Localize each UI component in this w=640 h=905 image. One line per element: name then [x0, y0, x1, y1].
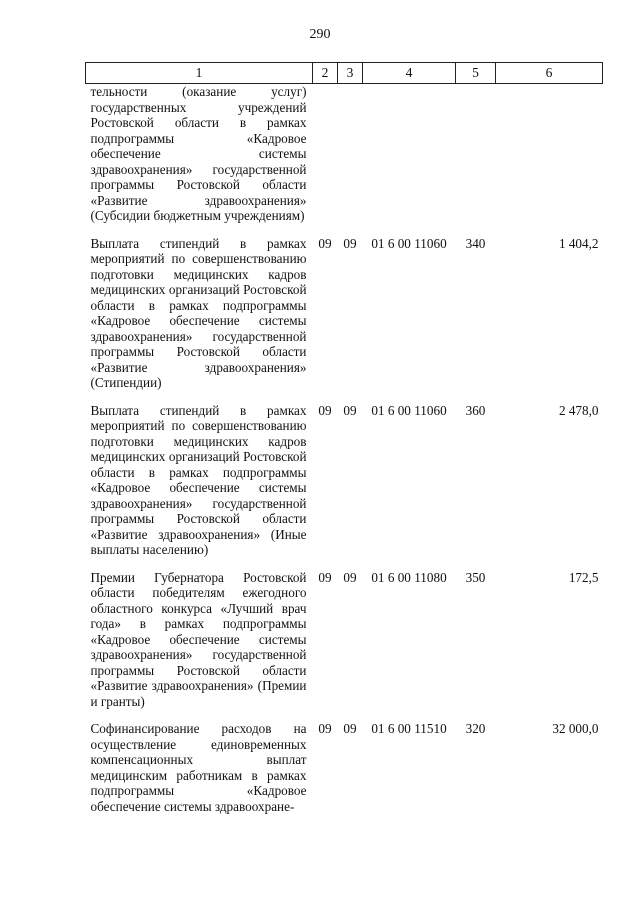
- budget-table: [85, 62, 603, 826]
- row-expense-type: 320: [465, 721, 486, 736]
- row-section: [313, 84, 338, 236]
- table-row: [86, 403, 603, 570]
- row-expense-type: 350: [465, 569, 486, 585]
- row-section: 09: [318, 402, 332, 418]
- row-description: Софинансирование расходов на осуществление единовременных компенсационных выплат медицинским работникам в рамках подпрограммы «Кадровое обеспечение системы здравоохране-: [90, 721, 307, 814]
- header-col-2: 2: [313, 63, 338, 84]
- row-subsection: 09: [343, 402, 357, 418]
- header-col-3: 3: [338, 63, 363, 84]
- row-amount: [496, 84, 603, 236]
- row-subsection: 09: [343, 569, 357, 585]
- header-col-5: 5: [456, 63, 496, 84]
- row-section: 09: [318, 235, 332, 251]
- header-col-1: 1: [86, 63, 313, 84]
- row-expense-type: [456, 84, 496, 236]
- header-col-4: 4: [363, 63, 456, 84]
- row-target-article: 01 6 00 11080: [371, 569, 447, 585]
- header-col-6: 6: [496, 63, 603, 84]
- row-description: Премии Губернатора Ростовской области победителям ежегодного областного конкурса «Лучший врач года» в рамках подпрограммы «Кадровое обеспечение системы здравоохранения» государственной программы Ростовской области «Развитие здравоохранения» (Премии и гранты): [90, 569, 307, 709]
- row-subsection: [338, 84, 363, 236]
- page-number: 290: [309, 27, 331, 42]
- table-row: [86, 721, 603, 826]
- row-section: 09: [318, 721, 332, 736]
- header-row: [86, 63, 603, 84]
- row-description: Выплата стипендий в рамках мероприятий по совершенствованию подготовки медицинских кадров медицинских организаций Ростовской области в рамках подпрограммы «Кадровое обеспечение системы здравоохранения» государственной программы Ростовской области «Развитие здравоохранения» (Иные выплаты населению): [90, 402, 307, 557]
- row-target-article: [363, 84, 456, 236]
- row-target-article: 01 6 00 11060: [371, 402, 447, 418]
- table-row: [86, 84, 603, 236]
- row-description: Выплата стипендий в рамках мероприятий по совершенствованию подготовки медицинских кадров медицинских организаций Ростовской области в рамках подпрограммы «Кадровое обеспечение системы здравоохранения» государственной программы Ростовской области «Развитие здравоохранения» (Стипендии): [90, 235, 307, 390]
- row-expense-type: 360: [465, 402, 486, 418]
- row-amount: 2 478,0: [558, 402, 599, 418]
- row-subsection: 09: [343, 235, 357, 251]
- row-amount: 32 000,0: [552, 721, 599, 736]
- table-row: [86, 236, 603, 403]
- row-subsection: 09: [343, 721, 357, 736]
- row-amount: 172,5: [568, 569, 599, 585]
- table-row: [86, 570, 603, 722]
- row-section: 09: [318, 569, 332, 585]
- row-target-article: 01 6 00 11510: [371, 721, 447, 736]
- row-expense-type: 340: [465, 235, 486, 251]
- row-amount: 1 404,2: [558, 235, 599, 251]
- row-target-article: 01 6 00 11060: [371, 235, 447, 251]
- row-description: тельности (оказание услуг) государственных учреждений Ростовской области в рамках подпрограммы «Кадровое обеспечение системы здравоохранения» государственной программы Ростовской области «Развитие здравоохранения» (Субсидии бюджетным учреждениям): [90, 84, 307, 223]
